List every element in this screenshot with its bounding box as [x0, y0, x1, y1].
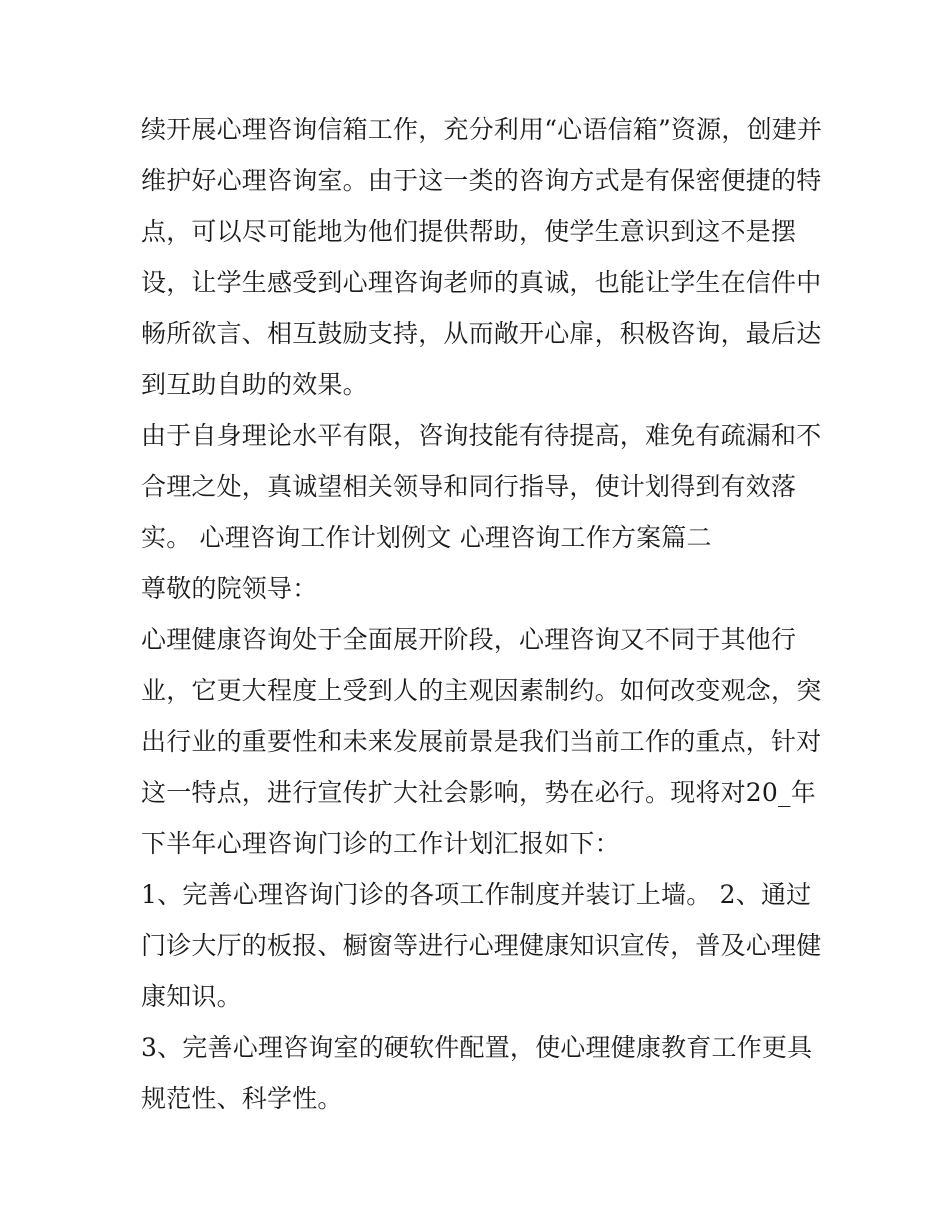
- text-line: 设，让学生感受到心理咨询老师的真诚，也能让学生在信件中: [141, 268, 822, 297]
- list-item-line: 康知识。: [141, 982, 242, 1011]
- text-line: 由于自身理论水平有限，咨询技能有待提高，难免有疏漏和不: [141, 421, 822, 450]
- text-line: 出行业的重要性和未来发展前景是我们当前工作的重点，针对: [141, 727, 822, 756]
- list-item-line: 3、完善心理咨询室的硬软件配置，使心理健康教育工作更具: [141, 1033, 813, 1062]
- text-line: 到互助自助的效果。: [141, 370, 368, 399]
- text-line: 合理之处，真诚望相关领导和同行指导，使计划得到有效落: [141, 472, 797, 501]
- text-line: 续开展心理咨询信箱工作，充分利用“心语信箱”资源，创建并: [141, 115, 823, 144]
- text-line: 业，它更大程度上受到人的主观因素制约。如何改变观念，突: [141, 676, 822, 705]
- list-item-line: 规范性、科学性。: [141, 1084, 343, 1113]
- text-line: 点，可以尽可能地为他们提供帮助，使学生意识到这不是摆: [141, 217, 797, 246]
- list-item-line: 1、完善心理咨询门诊的各项工作制度并装订上墙。 2、通过: [141, 880, 812, 909]
- text-line: 心理健康咨询处于全面展开阶段，心理咨询又不同于其他行: [141, 625, 797, 654]
- text-line: 下半年心理咨询门诊的工作计划汇报如下：: [141, 829, 620, 858]
- salutation-line: 尊敬的院领导：: [141, 574, 318, 603]
- text-line: 畅所欲言、相互鼓励支持，从而敞开心扉，积极咨询，最后达: [141, 319, 822, 348]
- text-line: 这一特点，进行宣传扩大社会影响，势在必行。现将对20_年: [141, 778, 816, 807]
- document-body: [141, 104, 821, 1124]
- text-line: 实。 心理咨询工作计划例文 心理咨询工作方案篇二: [141, 523, 712, 552]
- text-line: 维护好心理咨询室。由于这一类的咨询方式是有保密便捷的特: [141, 166, 822, 195]
- list-item-line: 门诊大厅的板报、橱窗等进行心理健康知识宣传，普及心理健: [141, 931, 822, 960]
